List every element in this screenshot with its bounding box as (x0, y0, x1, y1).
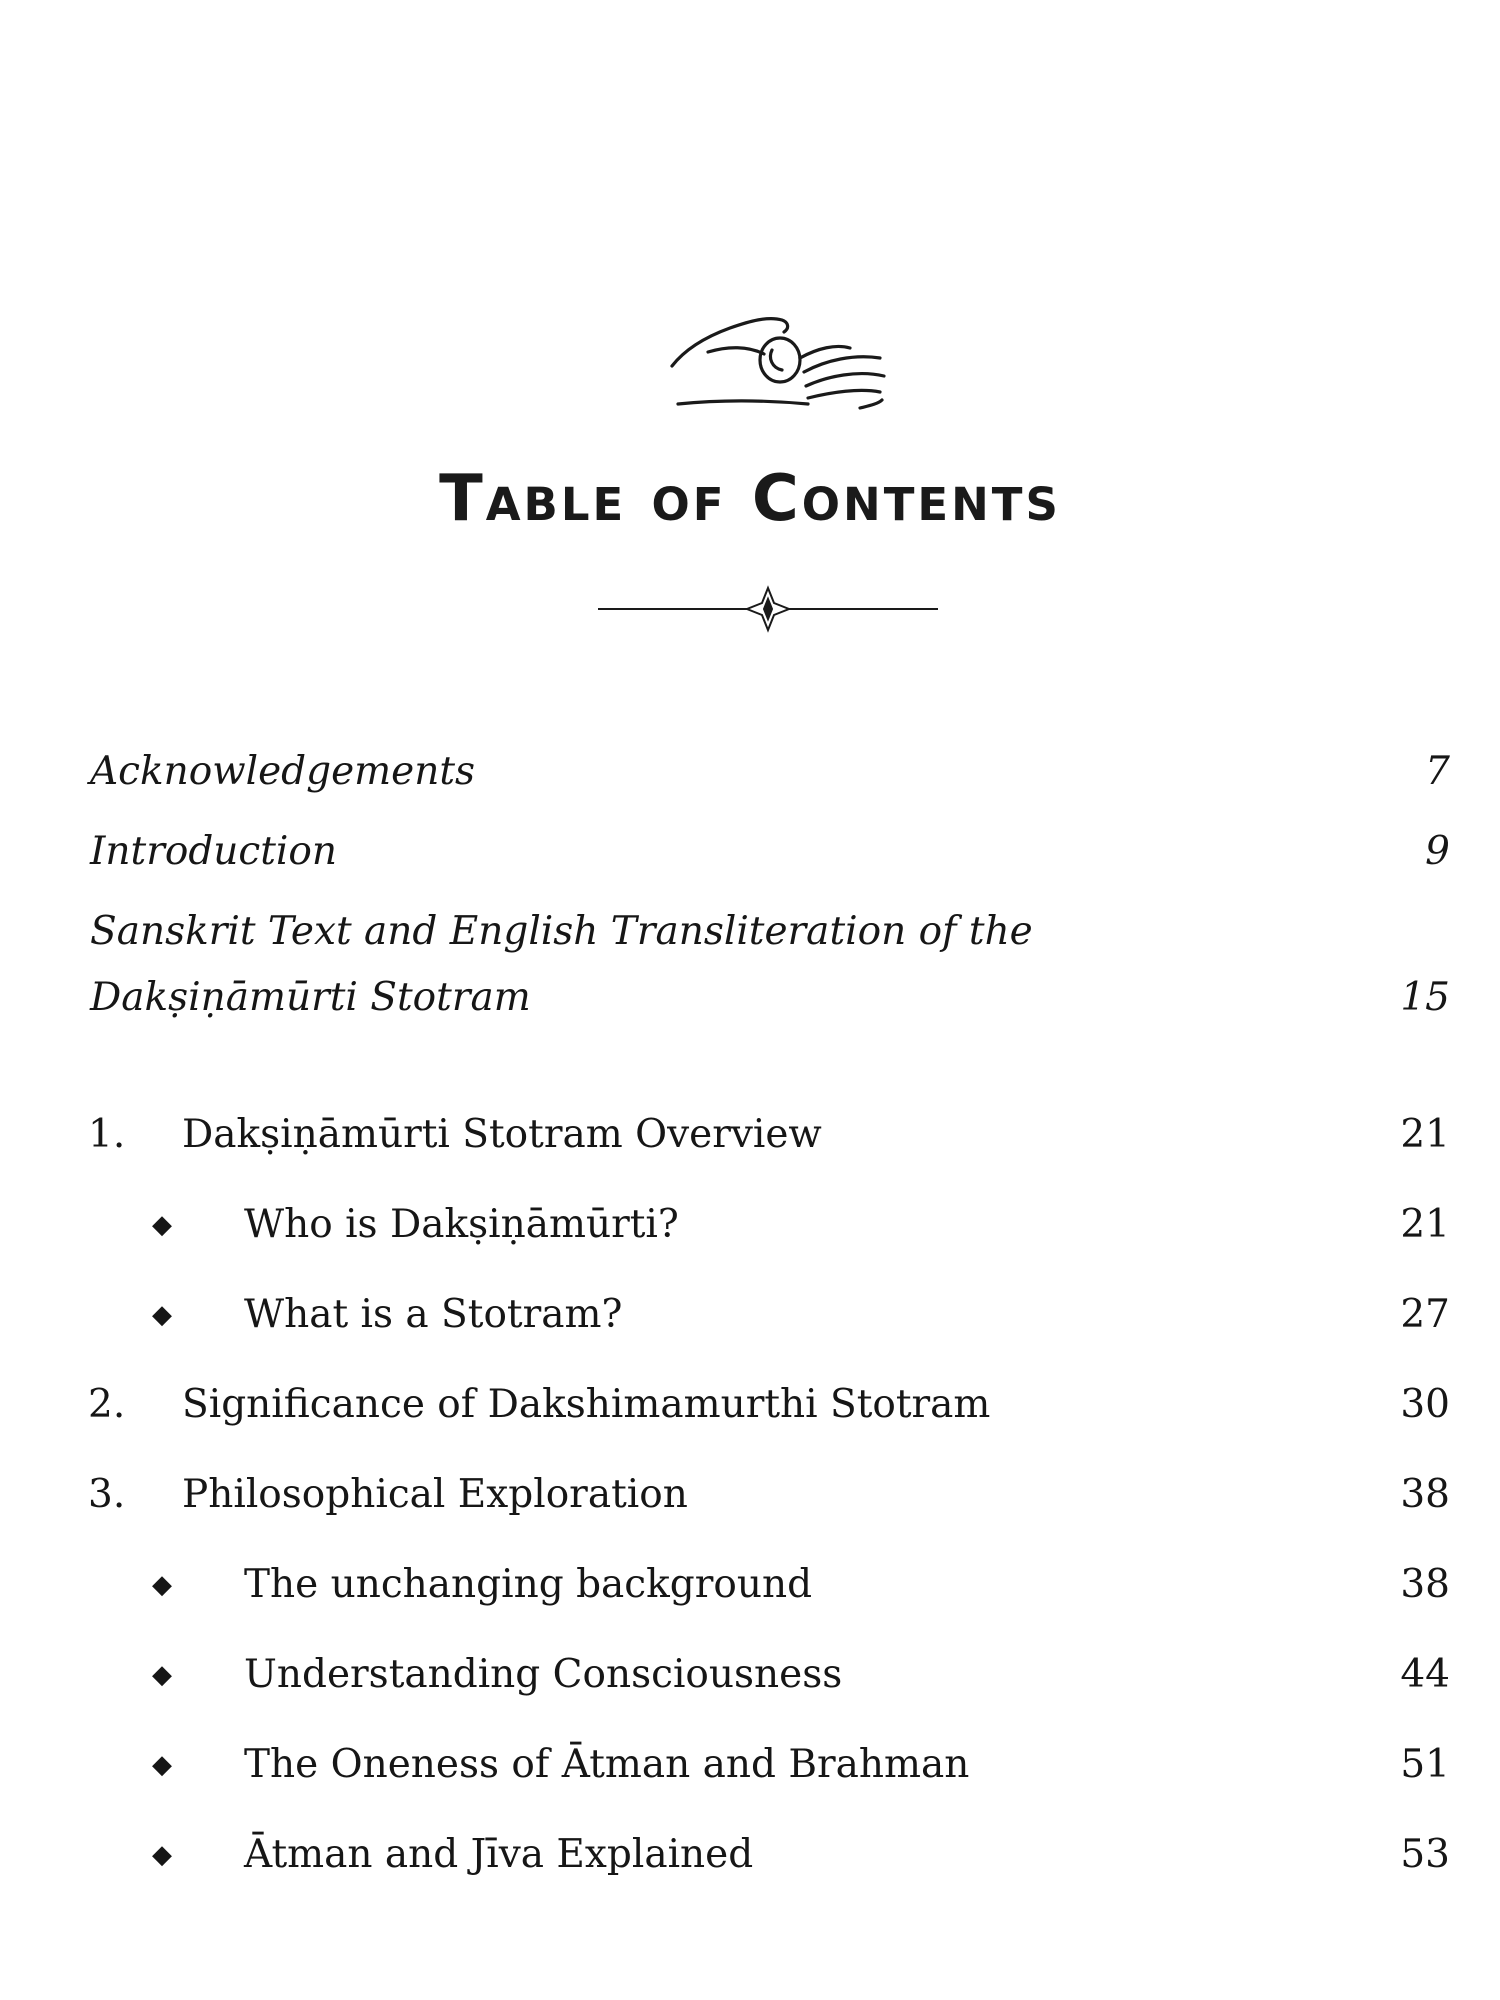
chapter-page: 21 (1400, 1112, 1450, 1157)
chapter-title: Significance of Dakshimamurthi Stotram (182, 1382, 991, 1427)
entry-title: Introduction (90, 829, 337, 874)
subentry-page: 44 (1400, 1652, 1450, 1697)
chapter-title: Philosophical Exploration (182, 1472, 688, 1517)
diamond-bullet-icon: ◆ (152, 1840, 172, 1870)
toc-subentry[interactable] (0, 1820, 1500, 1890)
subentry-title: The unchanging background (244, 1562, 813, 1607)
chapter-number: 3. (88, 1472, 126, 1517)
subentry-page: 27 (1400, 1292, 1450, 1337)
toc-chapter-2[interactable] (0, 1370, 1500, 1440)
subentry-page: 21 (1400, 1202, 1450, 1247)
entry-title-line2: Dakṣiṇāmūrti Stotram (90, 975, 531, 1020)
chapter-title: Dakṣiṇāmūrti Stotram Overview (182, 1112, 822, 1157)
toc-subentry[interactable] (0, 1550, 1500, 1620)
chapter-number: 2. (88, 1382, 126, 1427)
toc-subentry[interactable] (0, 1730, 1500, 1800)
subentry-title: The Oneness of Ātman and Brahman (244, 1742, 970, 1787)
chapter-number: 1. (88, 1112, 126, 1157)
subentry-title: Ātman and Jīva Explained (244, 1832, 754, 1877)
toc-entry-sanskrit-text-line2[interactable] (0, 963, 1500, 1033)
diamond-bullet-icon: ◆ (152, 1660, 172, 1690)
subentry-title: Understanding Consciousness (244, 1652, 843, 1697)
toc-entry-introduction[interactable] (0, 817, 1500, 887)
entry-title: Acknowledgements (90, 749, 476, 794)
toc-chapter-3[interactable] (0, 1460, 1500, 1530)
subentry-page: 51 (1400, 1742, 1450, 1787)
subentry-title: What is a Stotram? (244, 1292, 623, 1337)
toc-subentry[interactable] (0, 1640, 1500, 1710)
toc-subentry[interactable] (0, 1190, 1500, 1260)
toc-entry-acknowledgements[interactable] (0, 737, 1500, 807)
chapter-page: 38 (1400, 1472, 1450, 1517)
diamond-divider-icon (598, 582, 938, 636)
subentry-title: Who is Dakṣiṇāmūrti? (244, 1202, 679, 1247)
chapter-page: 30 (1400, 1382, 1450, 1427)
subentry-page: 53 (1400, 1832, 1450, 1877)
entry-page: 9 (1425, 829, 1450, 874)
toc-entry-sanskrit-text-line1[interactable] (0, 897, 1500, 967)
diamond-bullet-icon: ◆ (152, 1570, 172, 1600)
hand-mudra-icon (668, 308, 890, 418)
entry-page: 7 (1425, 749, 1450, 794)
toc-subentry[interactable] (0, 1280, 1500, 1350)
toc-chapter-1[interactable] (0, 1100, 1500, 1170)
diamond-bullet-icon: ◆ (152, 1210, 172, 1240)
subentry-page: 38 (1400, 1562, 1450, 1607)
page-title: Table of Contents (439, 462, 1061, 536)
diamond-bullet-icon: ◆ (152, 1750, 172, 1780)
entry-title-line1: Sanskrit Text and English Transliteration of the (90, 909, 1033, 954)
entry-page: 15 (1400, 975, 1450, 1020)
diamond-bullet-icon: ◆ (152, 1300, 172, 1330)
